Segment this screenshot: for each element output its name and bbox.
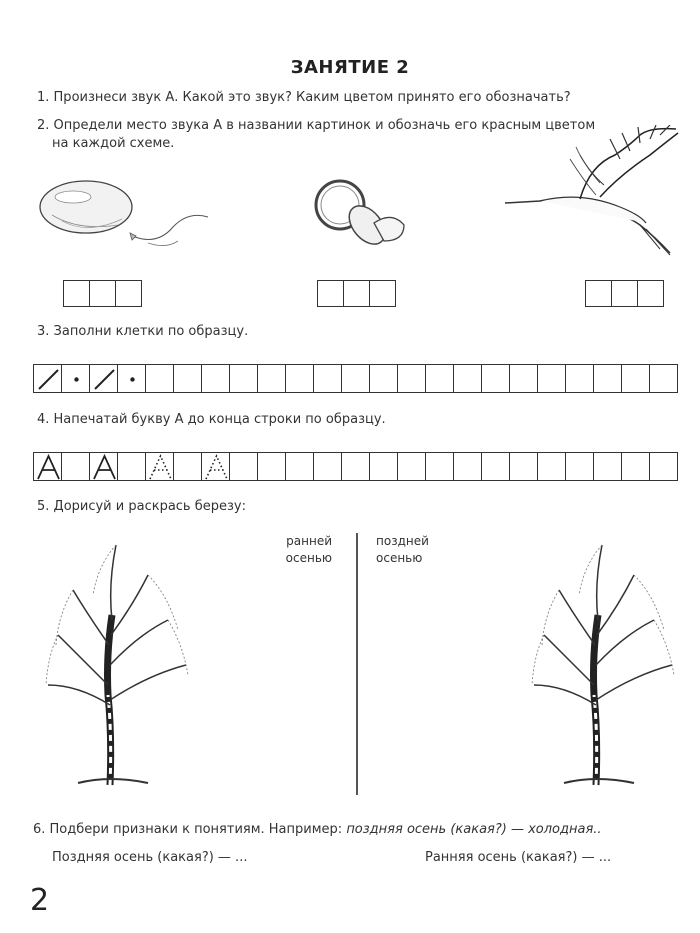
task-1-text: 1. Произнеси звук А. Какой это звук? Каким цветом принято его обозначать? xyxy=(37,90,571,105)
grid-cell[interactable] xyxy=(453,364,482,393)
grid-cell[interactable] xyxy=(593,364,622,393)
task-4-text: 4. Напечатай букву А до конца строки по образцу. xyxy=(37,412,386,427)
grid-cell[interactable] xyxy=(621,364,650,393)
stork-picture xyxy=(500,125,685,265)
grid-cell[interactable] xyxy=(257,364,286,393)
birch-tree-right xyxy=(520,535,680,790)
grid-cell[interactable] xyxy=(649,364,678,393)
grid-cell[interactable] xyxy=(313,452,342,481)
task-6-text xyxy=(33,820,602,840)
late-autumn-label xyxy=(376,533,429,567)
task-3-text: 3. Заполни клетки по образцу. xyxy=(37,324,249,339)
late-autumn-prompt: Поздняя осень (какая?) — ... xyxy=(52,850,248,865)
grid-cell[interactable] xyxy=(201,364,230,393)
sound-scheme-pacifier xyxy=(317,280,396,307)
scheme-cell[interactable] xyxy=(317,280,344,307)
grid-cell[interactable] xyxy=(369,452,398,481)
late-autumn-line1: поздней xyxy=(376,534,429,548)
grid-cell[interactable] xyxy=(173,364,202,393)
grid-cell[interactable] xyxy=(565,364,594,393)
season-divider xyxy=(356,533,358,795)
grid-cell[interactable] xyxy=(397,364,426,393)
grid-cell[interactable] xyxy=(341,452,370,481)
scheme-cell[interactable] xyxy=(637,280,664,307)
pattern-dot-cell[interactable] xyxy=(61,364,90,393)
grid-cell[interactable] xyxy=(425,452,454,481)
pattern-row xyxy=(33,364,678,393)
sound-scheme-balloon xyxy=(63,280,142,307)
grid-cell[interactable] xyxy=(481,364,510,393)
grid-cell[interactable] xyxy=(117,452,146,481)
grid-cell[interactable] xyxy=(285,452,314,481)
pattern-dot-cell[interactable] xyxy=(117,364,146,393)
task-5-text: 5. Дорисуй и раскрась березу: xyxy=(37,499,246,514)
grid-cell[interactable] xyxy=(537,452,566,481)
sound-scheme-stork xyxy=(585,280,664,307)
sample-letter-cell[interactable] xyxy=(89,452,118,481)
grid-cell[interactable] xyxy=(509,452,538,481)
dotted-letter-cell[interactable] xyxy=(145,452,174,481)
grid-cell[interactable] xyxy=(649,452,678,481)
grid-cell[interactable] xyxy=(257,452,286,481)
scheme-cell[interactable] xyxy=(611,280,638,307)
pattern-slash-cell[interactable] xyxy=(33,364,62,393)
grid-cell[interactable] xyxy=(621,452,650,481)
grid-cell[interactable] xyxy=(313,364,342,393)
birch-tree-left xyxy=(38,535,198,790)
task-6-example: поздняя осень (какая?) — холодная.. xyxy=(346,822,602,837)
pacifier-picture xyxy=(312,175,412,255)
late-autumn-line2: осенью xyxy=(376,551,423,565)
grid-cell[interactable] xyxy=(145,364,174,393)
grid-cell[interactable] xyxy=(285,364,314,393)
dotted-letter-cell[interactable] xyxy=(201,452,230,481)
early-autumn-line1: ранней xyxy=(286,534,332,548)
scheme-cell[interactable] xyxy=(63,280,90,307)
grid-cell[interactable] xyxy=(173,452,202,481)
task-2-text-line1: 2. Определи место звука А в названии картинок и обозначь его красным цветом xyxy=(37,118,596,133)
task-2-text-line2: на каждой схеме. xyxy=(52,136,175,151)
grid-cell[interactable] xyxy=(537,364,566,393)
grid-cell[interactable] xyxy=(593,452,622,481)
sample-letter-cell[interactable] xyxy=(33,452,62,481)
scheme-cell[interactable] xyxy=(115,280,142,307)
scheme-cell[interactable] xyxy=(585,280,612,307)
task-6-prefix: 6. Подбери признаки к понятиям. Например: xyxy=(33,822,343,837)
letter-row xyxy=(33,452,678,481)
grid-cell[interactable] xyxy=(425,364,454,393)
balloon-picture xyxy=(38,175,213,255)
grid-cell[interactable] xyxy=(397,452,426,481)
early-autumn-label xyxy=(280,533,332,567)
grid-cell[interactable] xyxy=(229,452,258,481)
scheme-cell[interactable] xyxy=(369,280,396,307)
grid-cell[interactable] xyxy=(369,364,398,393)
pattern-slash-cell[interactable] xyxy=(89,364,118,393)
grid-cell[interactable] xyxy=(453,452,482,481)
early-autumn-prompt: Ранняя осень (какая?) — ... xyxy=(425,850,612,865)
grid-cell[interactable] xyxy=(341,364,370,393)
early-autumn-line2: осенью xyxy=(285,551,332,565)
page-number: 2 xyxy=(30,883,50,918)
grid-cell[interactable] xyxy=(565,452,594,481)
scheme-cell[interactable] xyxy=(343,280,370,307)
grid-cell[interactable] xyxy=(509,364,538,393)
page-title: ЗАНЯТИЕ 2 xyxy=(290,57,410,78)
scheme-cell[interactable] xyxy=(89,280,116,307)
grid-cell[interactable] xyxy=(481,452,510,481)
grid-cell[interactable] xyxy=(61,452,90,481)
grid-cell[interactable] xyxy=(229,364,258,393)
